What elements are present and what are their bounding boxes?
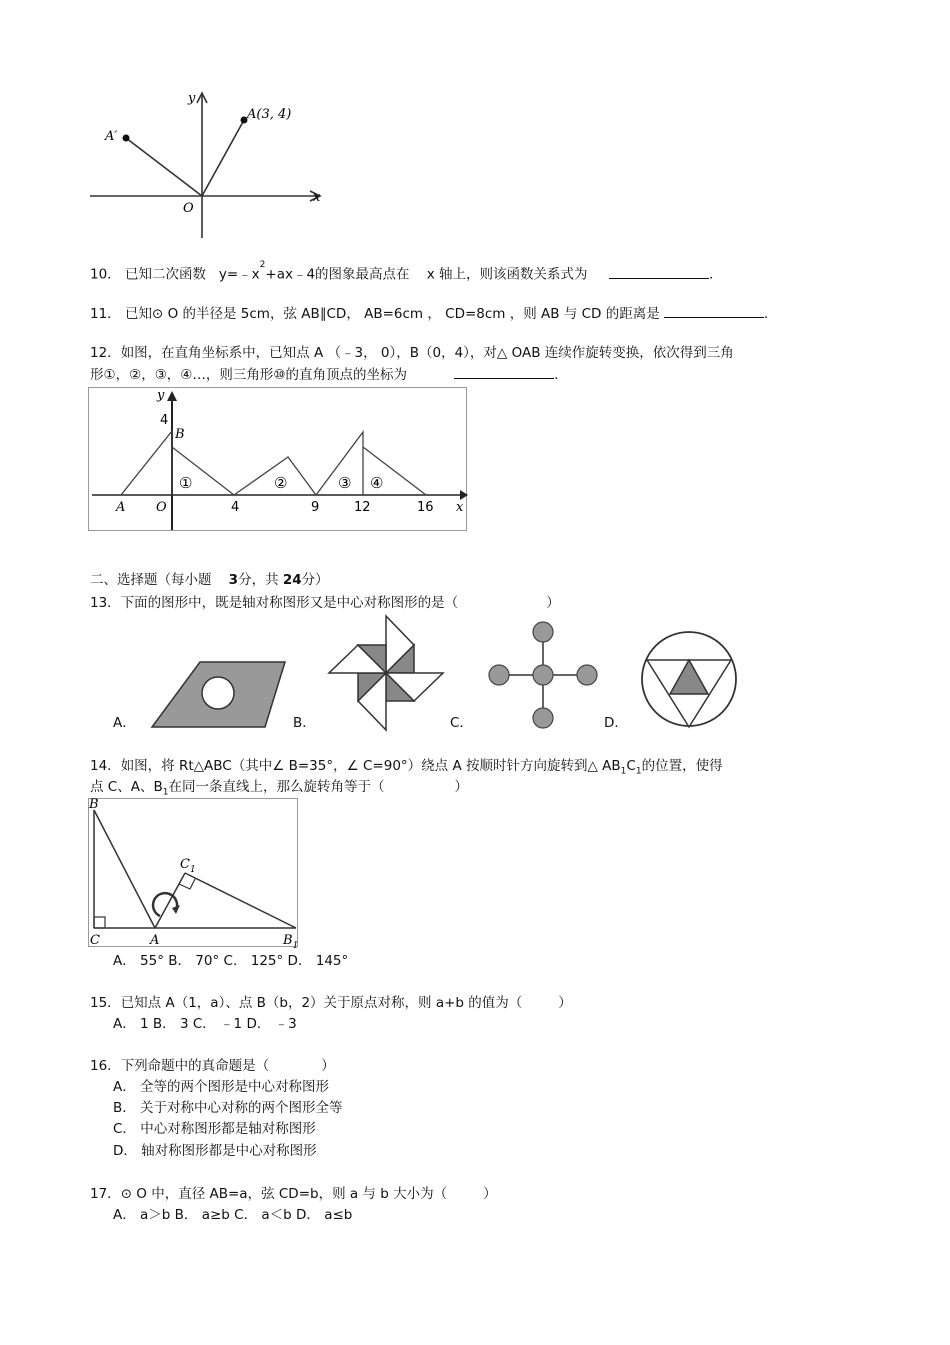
section-text: 二、选择题（每小题 <box>90 572 212 588</box>
answer-blank[interactable] <box>609 266 709 279</box>
points-total: 24 <box>282 572 302 588</box>
question-text: 形①，②，③，④…，则三角形⑩的直角顶点的坐标为 <box>90 367 408 383</box>
q10-text-a: 已知二次函数 <box>124 266 206 283</box>
question-text: 已知点 A（1，a）、点 B（b，2）关于原点对称，则 a+b 的值为（ <box>120 995 523 1011</box>
point-b-label: B <box>89 797 99 812</box>
question-text: 下面的图形中，既是轴对称图形又是中心对称图形的是（ <box>120 595 459 611</box>
origin-label: O <box>156 500 167 515</box>
y-axis-label: y <box>157 388 165 403</box>
question-number: 14． <box>90 758 121 774</box>
question-number: 17． <box>90 1186 121 1202</box>
answer-blank[interactable] <box>454 366 554 379</box>
option-a-parallelogram[interactable] <box>150 660 290 730</box>
question-text: 点 C、A、B <box>90 779 163 795</box>
figure-rotated-right-triangle <box>88 798 300 950</box>
question-text: ⊙ O 中，直径 AB=a，弦 CD=b，则 a 与 b 大小为（ <box>120 1186 448 1202</box>
subscript: 1 <box>162 787 169 798</box>
x-axis-label: x <box>456 500 464 515</box>
question-number: 11． <box>90 306 121 322</box>
x-tick-12: 12 <box>354 500 371 515</box>
points-each: 3 <box>228 572 239 588</box>
x-tick-16: 16 <box>417 500 434 515</box>
question-12-line2: 形①，②，③，④…，则三角形⑩的直角顶点的坐标为 ． <box>90 367 568 383</box>
option-a-label[interactable]: A． <box>113 715 136 731</box>
question-12-line1 <box>90 345 734 361</box>
figure-rotating-triangles <box>88 387 468 532</box>
question-text: 在同一条直线上，那么旋转角等于（ <box>168 779 385 795</box>
point-a-prime <box>123 135 130 142</box>
origin-label: O <box>183 201 194 216</box>
point-a-label: A <box>116 500 126 515</box>
question-14-line1 <box>90 758 723 780</box>
point-a-label: A(3, 4) <box>247 107 292 122</box>
x-tick-9: 9 <box>311 500 320 515</box>
q10-text-d: x 轴上，则该函数关系式为 <box>426 266 588 283</box>
question-text: 如图，在直角坐标系中，已知点 A （﹣3， 0），B（0，4），对△ OAB 连续作旋转变换，依次得到三角 <box>120 345 734 361</box>
y-tick-4: 4 <box>160 413 169 428</box>
question-10: 10． 已知二次函数 $y=﹣x^2+ax﹣4$的图象最高点在 x 轴上，则该函数关系式为 ． <box>90 260 723 283</box>
question-number: 12． <box>90 345 121 361</box>
option-b[interactable]: B． 关于对称中心对称的两个图形全等 <box>113 1100 343 1116</box>
question-16 <box>90 1058 335 1074</box>
question-number: 10． <box>90 266 121 283</box>
triangle-4-label: ④ <box>370 474 384 492</box>
x-axis-label: x <box>313 190 321 205</box>
point-c-label: C <box>90 933 100 948</box>
question-text: 的位置，使得 <box>641 758 723 774</box>
point-b-label: B <box>175 427 185 442</box>
option-d-circle-triangles[interactable] <box>640 630 740 730</box>
question-13 <box>90 595 560 611</box>
option-c-cross-circles[interactable] <box>485 618 600 733</box>
option-a[interactable]: A． 全等的两个图形是中心对称图形 <box>113 1079 330 1095</box>
x-tick-4: 4 <box>231 500 240 515</box>
question-14-options[interactable]: A． 55° B． 70° C． 125° D． 145° <box>113 953 349 969</box>
question-17 <box>90 1186 497 1202</box>
section-text: 分，共 <box>238 572 279 588</box>
question-text: C <box>626 758 636 774</box>
question-text: 已知⊙ O 的半径是 5cm，弦 AB∥CD， AB=6cm ， CD=8cm ，则 AB 与 CD 的距离是 <box>124 306 660 322</box>
q10-text-c: +ax﹣4的图象最高点在 <box>265 266 410 283</box>
option-d[interactable]: D． 轴对称图形都是中心对称图形 <box>113 1143 317 1159</box>
question-text: 下列命题中的真命题是（ <box>120 1058 270 1074</box>
triangle-2-label: ② <box>274 474 288 492</box>
point-b1-label: $B_1$ <box>283 933 299 951</box>
question-15-options[interactable]: A． 1 B． 3 C． ﹣1 D． ﹣3 <box>113 1016 297 1032</box>
q10-exponent: 2 <box>259 260 266 270</box>
answer-paren-close: ） <box>454 779 468 795</box>
answer-paren-close: ） <box>546 595 560 611</box>
question-number: 15． <box>90 995 121 1011</box>
question-15 <box>90 995 572 1011</box>
answer-blank[interactable] <box>664 305 764 318</box>
y-axis-label: y <box>188 91 196 106</box>
option-b-label[interactable]: B． <box>293 715 316 731</box>
point-c1-label: $C_1$ <box>180 857 196 875</box>
question-17-options[interactable]: A． a＞b B． a≥b C． a＜b D． a≤b <box>113 1207 353 1223</box>
triangle-1-label: ① <box>179 474 193 492</box>
question-number: 16． <box>90 1058 121 1074</box>
question-11: 11． 已知⊙ O 的半径是 5cm，弦 AB∥CD， AB=6cm ， CD=8cm ，则 AB 与 CD 的距离是 ． <box>90 306 778 322</box>
subscript: 1 <box>635 766 642 777</box>
question-text: 如图，将 Rt△ABC（其中∠ B=35°，∠ C=90°）绕点 A 按顺时针方向旋转到△ AB <box>120 758 621 774</box>
point-a-prime-label: A′ <box>105 129 118 144</box>
section-text: 分） <box>301 572 329 588</box>
answer-paren-close: ） <box>321 1058 335 1074</box>
option-d-label[interactable]: D． <box>604 715 628 731</box>
option-c-label[interactable]: C． <box>450 715 473 731</box>
answer-paren-close: ） <box>483 1186 497 1202</box>
option-b-pinwheel[interactable] <box>328 613 444 731</box>
figure-rotation-a <box>85 88 335 243</box>
question-number: 13． <box>90 595 121 611</box>
answer-paren-close: ） <box>558 995 572 1011</box>
option-c[interactable]: C． 中心对称图形都是轴对称图形 <box>113 1121 316 1137</box>
point-a-label: A <box>150 933 160 948</box>
section-heading <box>90 572 329 588</box>
subscript: 1 <box>620 766 627 777</box>
q10-function: y=﹣x <box>218 266 260 283</box>
triangle-3-label: ③ <box>338 474 352 492</box>
